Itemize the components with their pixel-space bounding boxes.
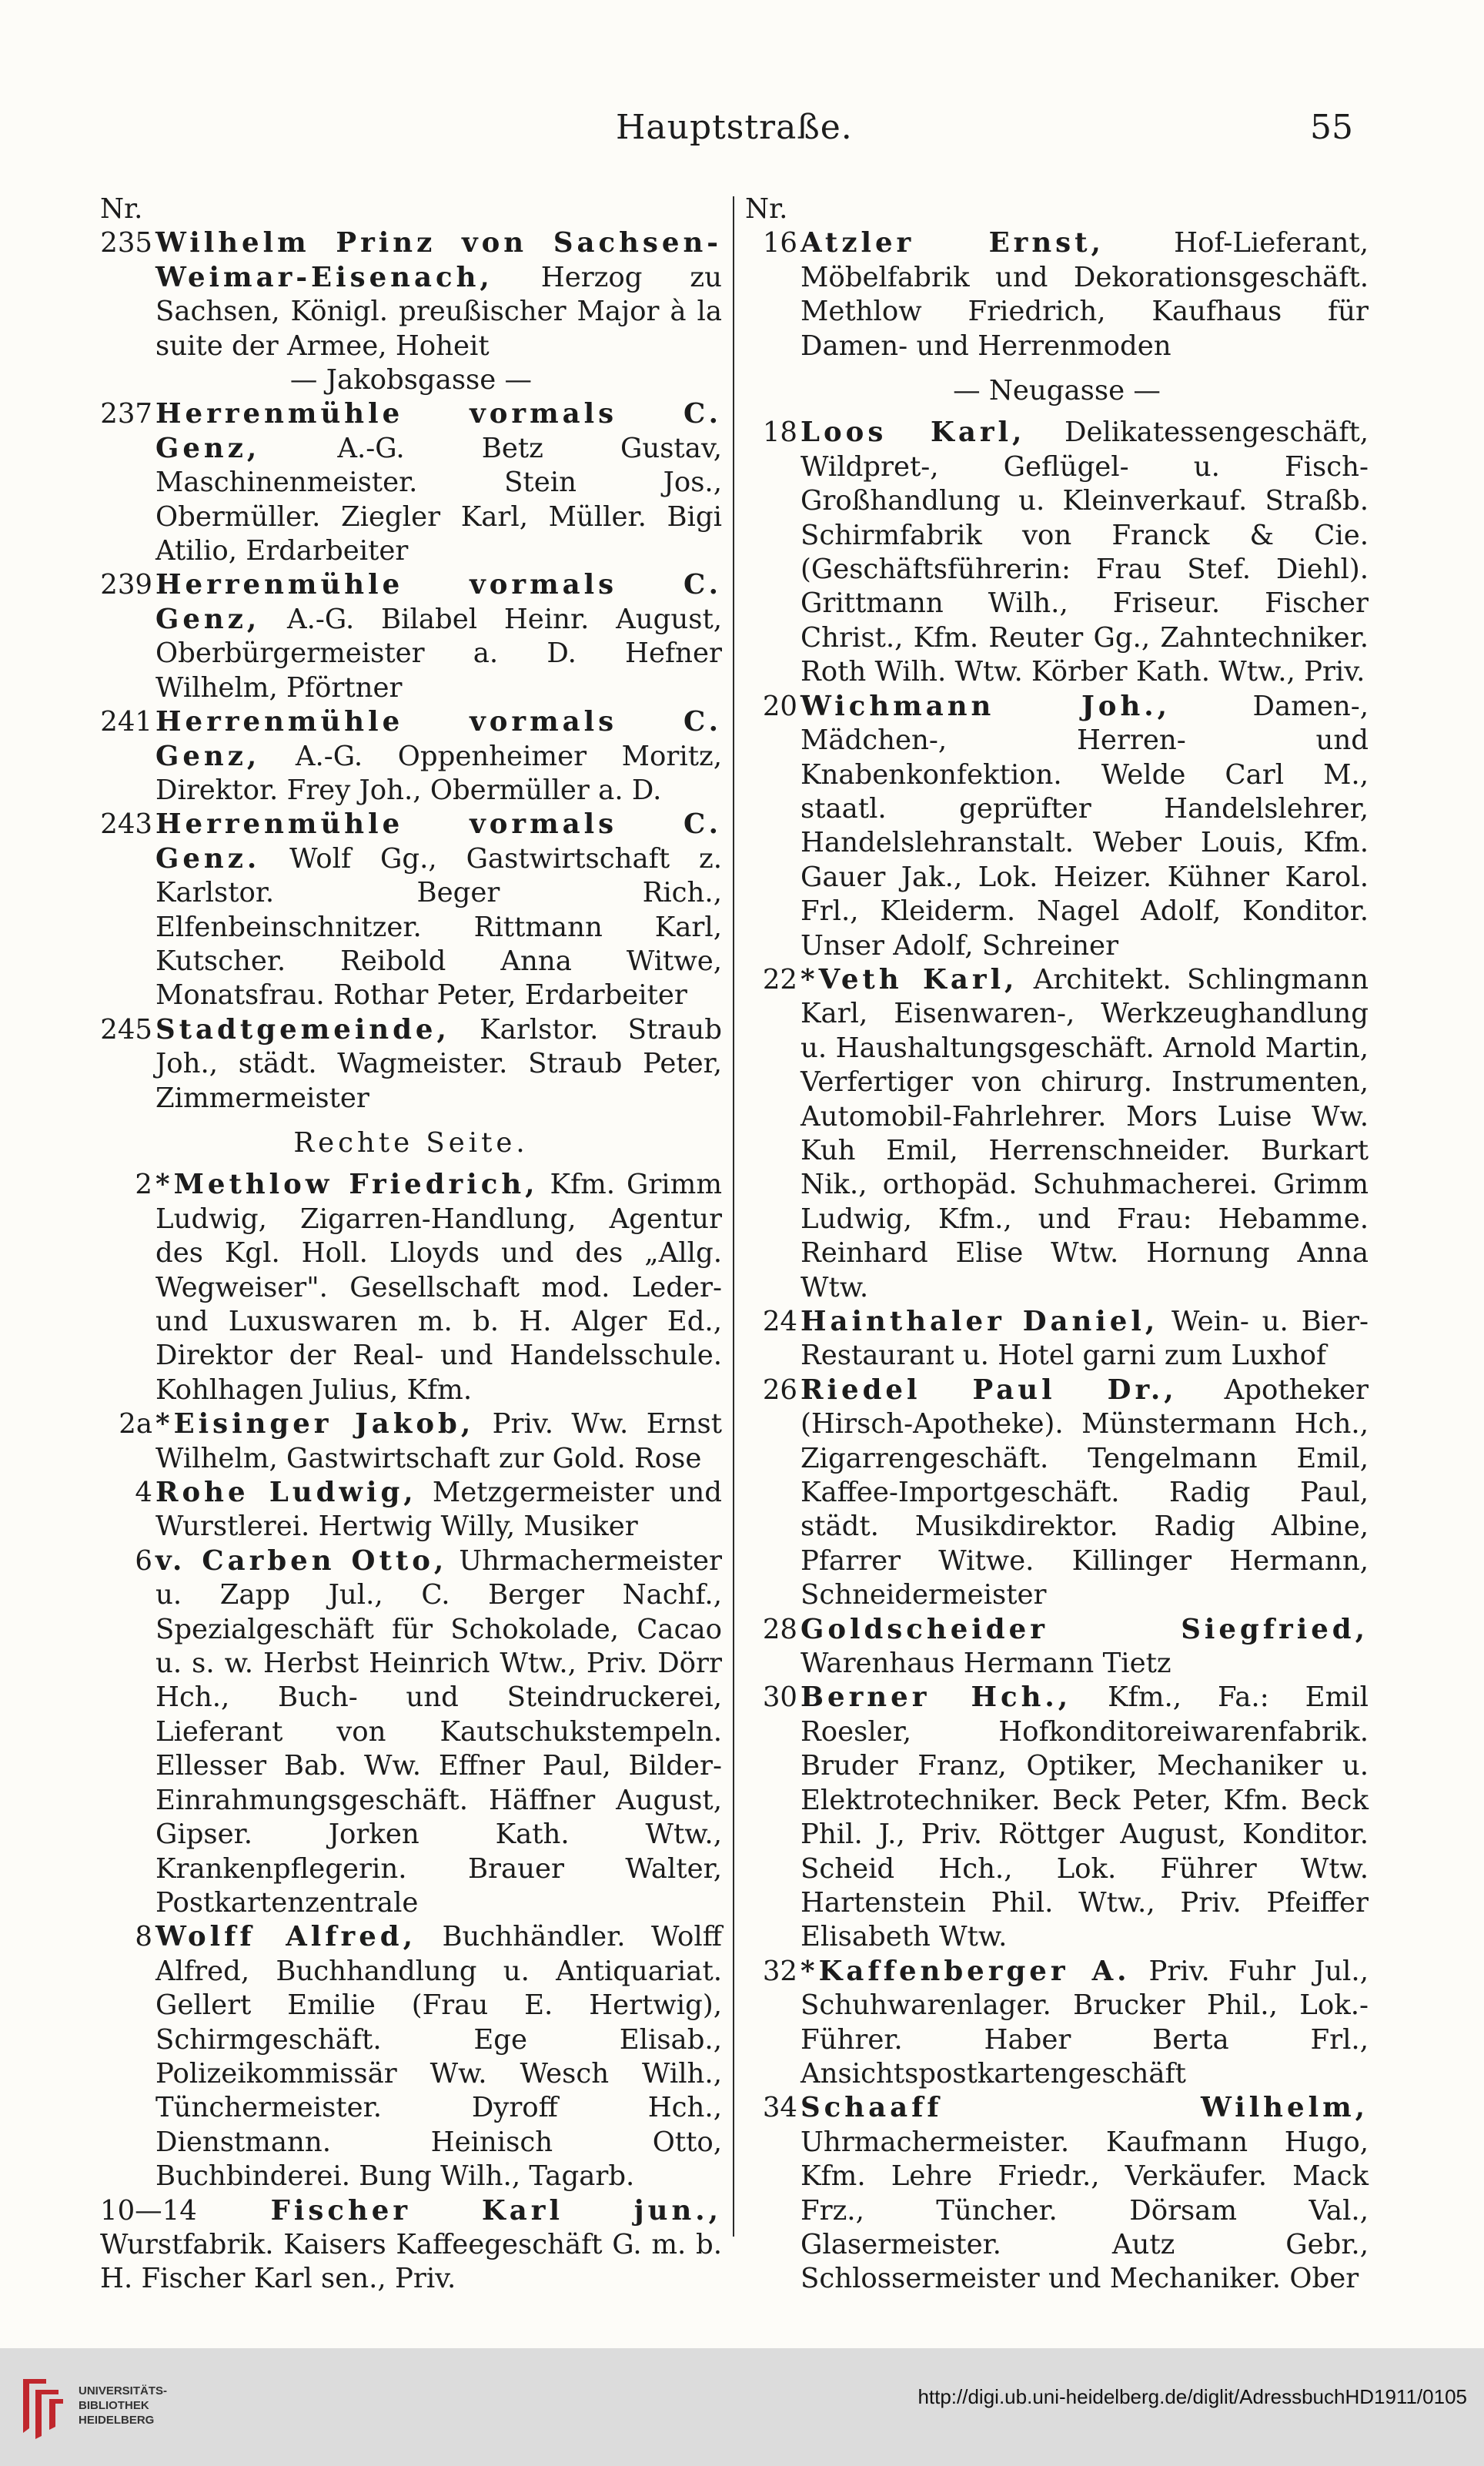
street-heading: — Jakobsgasse — <box>289 364 533 397</box>
entry-name: *Eisinger Jakob, <box>155 1408 475 1440</box>
house-number: 2 <box>135 1169 152 1201</box>
entry-name: Stadtgemeinde, <box>155 1013 450 1046</box>
entry-text: Uhrmachermeister. Kaufmann Hugo, Kfm. Lehre Friedr., Verkäufer. Mack Frz., Tüncher. Dörsam Val., Glasermeister. Autz Gebr., Schlossermeister und Mechaniker. Ober <box>800 2126 1369 2295</box>
list-item <box>745 1305 1369 1374</box>
source-url[interactable]: http://digi.ub.uni-heidelberg.de/diglit/AdressbuchHD1911/0105 <box>917 2385 1467 2408</box>
entry-name: *Veth Karl, <box>800 963 1018 995</box>
list-item <box>745 1374 1369 1613</box>
entry-name: *Kaffenberger A. <box>800 1955 1131 1987</box>
left-column <box>100 192 722 2297</box>
entry-name: Goldscheider Siegfried, <box>800 1613 1369 1645</box>
entry-name: Atzler Ernst, <box>800 227 1105 259</box>
entry-name: v. Carben Otto, <box>155 1544 448 1577</box>
entry-text: Kfm. Grimm Ludwig, Zigarren-Handlung, Agentur des Kgl. Holl. Lloyds und des „Allg. Wegweiser". Gesellschaft mod. Leder- und Luxuswaren m. b. H. Alger Ed., Direktor der Real- und Handelsschule. Kohlhagen Julius, Kfm. <box>155 1169 722 1406</box>
nr-label: Nr. <box>100 193 143 225</box>
page-header <box>0 100 1484 162</box>
entry-text: Herzog zu Sachsen, Königl. preußischer Major à la suite der Armee, Hoheit <box>155 261 722 362</box>
list-item <box>745 416 1369 689</box>
entry-text: Kfm., Fa.: Emil Roesler, Hofkonditoreiwarenfabrik. Bruder Franz, Optiker, Mechaniker u. Elektrotechniker. Beck Peter, Kfm. Beck Phil. J., Priv. Röttger August, Konditor. Scheid Hch., Lok. Führer Wtw. Hartenstein Phil. Wtw., Priv. Pfeiffer Elisabeth Wtw. <box>800 1681 1369 1953</box>
house-number: 239 <box>100 569 152 601</box>
house-number: 2a <box>119 1408 152 1440</box>
list-item <box>745 1613 1369 1681</box>
house-number: 16 <box>762 227 797 259</box>
list-item <box>745 1955 1369 2092</box>
house-number: 235 <box>100 227 152 259</box>
column-divider <box>733 196 734 2237</box>
list-item <box>745 690 1369 963</box>
house-number: 32 <box>762 1955 797 1987</box>
entry-name: Wolff Alfred, <box>155 1921 416 1953</box>
house-number: 10—14 <box>100 2194 197 2227</box>
entry-name: Loos Karl, <box>800 417 1026 449</box>
page-number: 55 <box>1310 108 1353 147</box>
list-item <box>745 963 1369 1305</box>
list-item <box>745 1681 1369 1954</box>
house-number: 245 <box>100 1013 152 1046</box>
street-heading: — Neugasse — <box>953 375 1161 407</box>
house-number: 34 <box>762 2092 797 2124</box>
entry-text: Priv. Ww. Ernst Wilhelm, Gastwirtschaft zur Gold. Rose <box>155 1408 722 1474</box>
house-number: 24 <box>762 1306 797 1337</box>
list-item <box>100 2194 722 2297</box>
right-column <box>745 192 1369 2297</box>
viewer-footer <box>0 2348 1484 2466</box>
entry-name: Herrenmühle vormals C. Genz. <box>155 808 722 875</box>
list-item <box>100 397 722 568</box>
entry-name: Fischer Karl jun., <box>270 2194 722 2227</box>
list-item <box>100 1920 722 2193</box>
entry-name: Berner Hch., <box>800 1681 1072 1714</box>
page-title: Hauptstraße. <box>616 108 853 147</box>
library-logo[interactable] <box>15 2371 192 2441</box>
house-number: 237 <box>100 398 152 430</box>
section-heading: Rechte Seite. <box>293 1126 529 1159</box>
entry-text: A.-G. Betz Gustav, Maschinenmeister. Stein Jos., Obermüller. Ziegler Karl, Müller. Bigi Atilio, Erdarbeiter <box>155 432 722 567</box>
entry-text: Karlstor. Straub Joh., städt. Wagmeister. Straub Peter, Zimmermeister <box>155 1013 722 1114</box>
entry-text: Apotheker (Hirsch-Apotheke). Münstermann Hch., Zigarrengeschäft. Tengelmann Emil, Kaffee-Importgeschäft. Radig Paul, städt. Musikdirektor. Radig Albine, Pfarrer Witwe. Killinger Hermann, Schneidermeister <box>800 1374 1369 1611</box>
entry-text: Uhrmachermeister u. Zapp Jul., C. Berger Nachf., Spezialgeschäft für Schokolade, Cacao u. s. w. Herbst Heinrich Wtw., Priv. Dörr Hch., Buch- und Steindruckerei, Lieferant von Kautschukstempeln. Ellesser Bab. Ww. Effner Paul, Bilder-Einrahmungsgeschäft. Häffner August, Gipser. Jorken Kath. Wtw., Krankenpflegerin. Brauer Walter, Postkartenzentrale <box>155 1544 722 1919</box>
entry-name: Schaaff Wilhelm, <box>800 2092 1369 2124</box>
list-item <box>100 1013 722 1116</box>
entry-text: Wurstfabrik. Kaisers Kaffeegeschäft G. m. b. H. Fischer Karl sen., Priv. <box>100 2228 722 2295</box>
house-number: 20 <box>762 690 797 722</box>
entry-text: A.-G. Bilabel Heinr. August, Oberbürgermeister a. D. Hefner Wilhelm, Pförtner <box>155 603 722 704</box>
house-number: 22 <box>762 963 797 995</box>
list-item <box>745 226 1369 363</box>
house-number: 4 <box>135 1477 152 1509</box>
list-item <box>100 1544 722 1920</box>
entry-name: Riedel Paul Dr., <box>800 1374 1178 1406</box>
house-number: 6 <box>135 1544 152 1577</box>
house-number: 26 <box>762 1374 797 1406</box>
entry-name: Herrenmühle vormals C. Genz, <box>155 569 722 635</box>
nr-label: Nr. <box>745 193 788 225</box>
entry-text: Architekt. Schlingmann Karl, Eisenwaren-, Werkzeughandlung u. Haushaltungsgeschäft. Arnold Martin, Verfertiger von chirurg. Instrumenten, Automobil-Fahrlehrer. Mors Luise Ww. Kuh Emil, Herrenschneider. Burkart Nik., orthopäd. Schuhmacherei. Grimm Ludwig, Kfm., und Frau: Hebamme. Reinhard Elise Wtw. Hornung Anna Wtw. <box>800 963 1369 1303</box>
list-item <box>100 1168 722 1407</box>
entry-text: Damen-, Mädchen-, Herren- und Knabenkonfektion. Welde Carl M., staatl. geprüfter Handelslehrer, Handelslehranstalt. Weber Louis, Kfm. Gauer Jak., Lok. Heizer. Kühner Karol. Frl., Kleiderm. Nagel Adolf, Konditor. Unser Adolf, Schreiner <box>800 690 1369 962</box>
entry-name: Hainthaler Daniel, <box>800 1306 1159 1337</box>
list-item <box>745 2091 1369 2296</box>
house-number: 28 <box>762 1613 797 1645</box>
list-item <box>100 1476 722 1544</box>
entry-name: Herrenmühle vormals C. Genz, <box>155 398 722 464</box>
list-item <box>100 1407 722 1476</box>
list-item <box>100 226 722 363</box>
list-item <box>100 568 722 705</box>
entry-name: Wichmann Joh., <box>800 690 1171 722</box>
list-item <box>100 808 722 1012</box>
entry-name: Wilhelm Prinz von Sachsen-Weimar-Eisenach, <box>155 227 722 293</box>
entry-text: Wein- u. Bier-Restaurant u. Hotel garni zum Luxhof <box>800 1306 1369 1372</box>
house-number: 243 <box>100 808 152 841</box>
house-number: 8 <box>135 1921 152 1953</box>
entry-name: *Methlow Friedrich, <box>155 1169 539 1201</box>
house-number: 18 <box>762 417 797 449</box>
list-item <box>100 705 722 808</box>
entry-name: Rohe Ludwig, <box>155 1477 417 1509</box>
entry-text: Metzgermeister und Wurstlerei. Hertwig Willy, Musiker <box>155 1477 722 1543</box>
entry-text: Priv. Fuhr Jul., Schuhwarenlager. Brucker Phil., Lok.-Führer. Haber Berta Frl., Ansichtspostkartengeschäft <box>800 1955 1369 2090</box>
library-emblem-icon <box>15 2371 69 2441</box>
library-name: UNIVERSITÄTS- BIBLIOTHEK HEIDELBERG <box>79 2384 168 2427</box>
entry-text: Warenhaus Hermann Tietz <box>800 1648 1171 1680</box>
entry-text: Hof-Lieferant, Möbelfabrik und Dekorationsgeschäft. Methlow Friedrich, Kaufhaus für Damen- und Herrenmoden <box>800 227 1369 362</box>
house-number: 30 <box>762 1681 797 1714</box>
entry-text: Buchhändler. Wolff Alfred, Buchhandlung u. Antiquariat. Gellert Emilie (Frau E. Hertwig), Schirmgeschäft. Ege Elisab., Polizeikommissär Ww. Wesch Wilh., Tünchermeister. Dyroff Hch., Dienstmann. Heinisch Otto, Buchbinderei. Bung Wilh., Tagarb. <box>155 1921 722 2193</box>
entry-text: Wolf Gg., Gastwirtschaft z. Karlstor. Beger Rich., Elfenbeinschnitzer. Rittmann Karl, Kutscher. Reibold Anna Witwe, Monatsfrau. Rothar Peter, Erdarbeiter <box>155 842 722 1012</box>
entry-name: Herrenmühle vormals C. Genz, <box>155 706 722 772</box>
entry-text: A.-G. Oppenheimer Moritz, Direktor. Frey Joh., Obermüller a. D. <box>155 740 722 806</box>
entry-text: Delikatessengeschäft, Wildpret-, Geflügel- u. Fisch-Großhandlung u. Kleinverkauf. Straßb. Schirmfabrik von Franck & Cie. (Geschäftsführerin: Frau Stef. Diehl). Grittmann Wilh., Friseur. Fischer Christ., Kfm. Reuter Gg., Zahntechniker. Roth Wilh. Wtw. Körber Kath. Wtw., Priv. <box>800 417 1369 688</box>
house-number: 241 <box>100 706 152 738</box>
